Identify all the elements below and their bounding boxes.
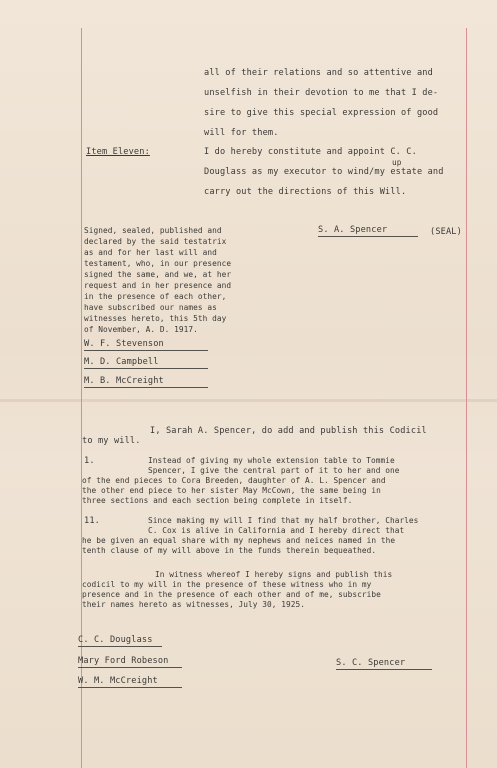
item-eleven-line-3: carry out the directions of this Will.	[204, 187, 407, 197]
right-margin-rule	[466, 28, 467, 768]
codicil-item-1-line-5: three sections and each section being complete in itself.	[82, 496, 353, 505]
body-top-line-4: will for them.	[204, 128, 279, 138]
codicil-item-1-line-1: Instead of giving my whole extension table to Tommie	[148, 456, 395, 465]
item-eleven-line-2: Douglass as my executor to wind/my estate and	[204, 167, 444, 177]
item-eleven-line-1: I do hereby constitute and appoint C. C.	[204, 147, 417, 157]
witness-3-signature: M. B. McCreight	[84, 376, 208, 388]
attestation-line-7: in the presence of each other,	[84, 292, 227, 301]
item-eleven-insert: up	[392, 158, 402, 167]
attestation-line-9: witnesses hereto, this 5th day	[84, 314, 227, 323]
codicil-testatrix-signature: S. C. Spencer	[336, 658, 432, 670]
attestation-line-5: signed the same, and we, at her	[84, 270, 232, 279]
body-top-line-3: sire to give this special expression of good	[204, 108, 439, 118]
testimonium-line-3: presence and in the presence of each other and of me, subscribe	[82, 590, 381, 599]
codicil-witness-2-signature: Mary Ford Robeson	[78, 656, 182, 668]
testatrix-signature: S. A. Spencer	[318, 225, 418, 237]
testimonium-line-1: In witness whereof I hereby signs and publish this	[155, 570, 393, 579]
codicil-item-2-line-4: tenth clause of my will above in the funds therein bequeathed.	[82, 546, 377, 555]
fold-crease	[0, 399, 497, 402]
codicil-item-1-line-4: the other end piece to her sister May McCown, the same being in	[82, 486, 381, 495]
attestation-line-10: of November, A. D. 1917.	[84, 325, 198, 334]
codicil-intro-line-2: to my will.	[82, 436, 141, 446]
attestation-line-2: declared by the said testatrix	[84, 237, 227, 246]
codicil-item-2-line-2: C. Cox is alive in California and I hereby direct that	[148, 526, 405, 535]
testimonium-line-4: their names hereto as witnesses, July 30, 1925.	[82, 600, 305, 609]
codicil-witness-3-signature: W. M. McCreight	[78, 676, 182, 688]
testimonium-line-2: codicil to my will in the presence of these witness who in my	[82, 580, 372, 589]
codicil-item-2-line-1: Since making my will I find that my half brother, Charles	[148, 516, 419, 525]
item-eleven-label: Item Eleven:	[86, 147, 150, 157]
attestation-line-4: testament, who, in our presence	[84, 259, 232, 268]
codicil-item-2-number: 11.	[84, 516, 100, 526]
attestation-line-3: as and for her last will and	[84, 248, 217, 257]
body-top-line-2: unselfish in their devotion to me that I de-	[204, 88, 439, 98]
codicil-item-1-number: 1.	[84, 456, 95, 466]
witness-1-signature: W. F. Stevenson	[84, 339, 208, 351]
attestation-line-8: have subscribed our names as	[84, 303, 217, 312]
codicil-item-1-line-2: Spencer, I give the central part of it to her and one	[148, 466, 400, 475]
attestation-line-6: request and in her presence and	[84, 281, 232, 290]
codicil-intro-line-1: I, Sarah A. Spencer, do add and publish this Codicil	[150, 426, 427, 436]
attestation-line-1: Signed, sealed, published and	[84, 226, 222, 235]
codicil-item-1-line-3: of the end pieces to Cora Breeden, daughter of A. L. Spencer and	[82, 476, 386, 485]
codicil-item-2-line-3: he be given an equal share with my nephews and neices named in the	[82, 536, 396, 545]
codicil-witness-1-signature: C. C. Douglass	[78, 635, 162, 647]
witness-2-signature: M. D. Campbell	[84, 357, 208, 369]
seal-label: (SEAL)	[430, 227, 462, 237]
body-top-line-1: all of their relations and so attentive and	[204, 68, 433, 78]
